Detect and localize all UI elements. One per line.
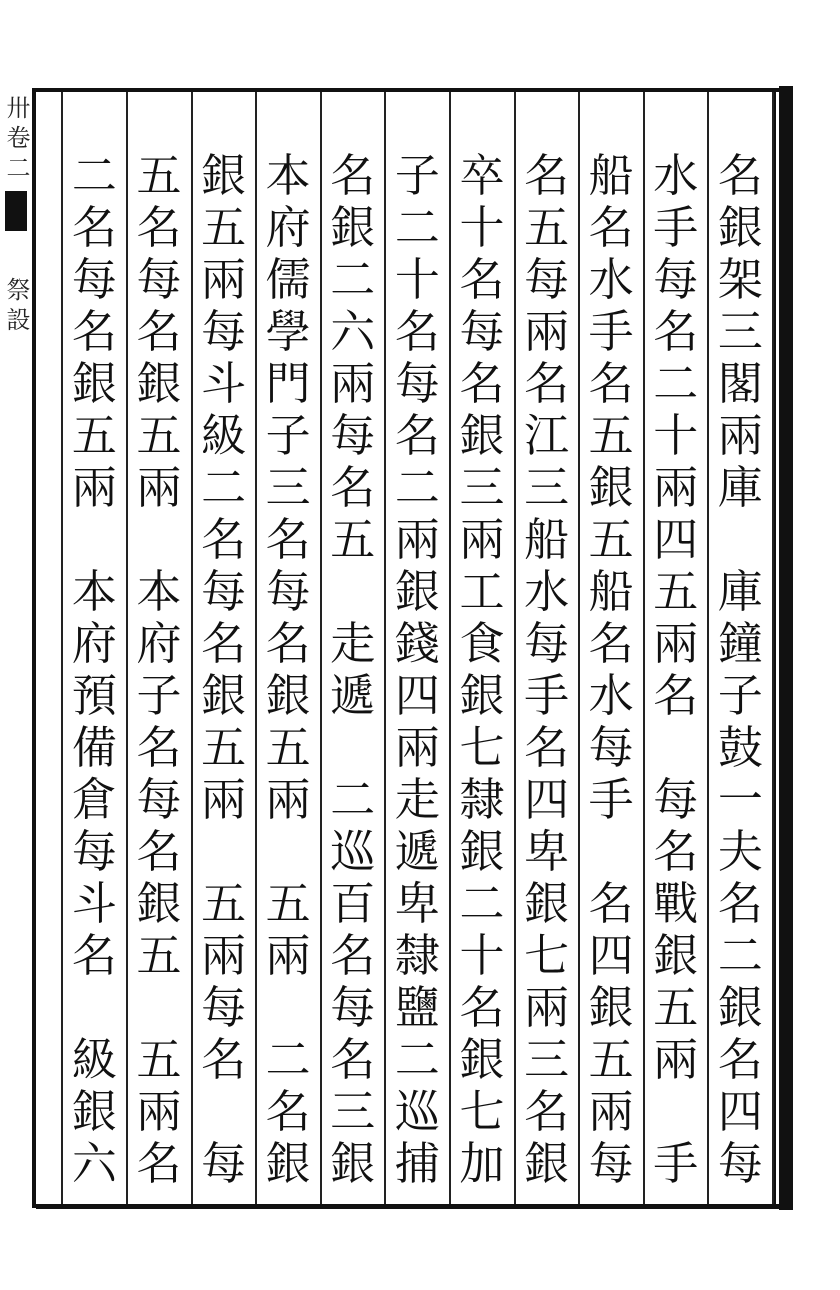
character: 二 [265, 1033, 311, 1086]
character: 銀 [653, 929, 699, 982]
character: 四 [394, 669, 440, 722]
character: 隸 [459, 773, 505, 826]
character: 船 [524, 513, 570, 566]
character: 名 [459, 253, 505, 306]
character: 卑 [524, 825, 570, 878]
text-column [63, 150, 125, 1210]
character: 兩 [588, 1085, 634, 1138]
text-column [322, 150, 384, 1210]
character: 銀 [459, 669, 505, 722]
character: 五 [265, 721, 311, 774]
character: 名 [136, 201, 182, 254]
character: 五 [588, 513, 634, 566]
character: 名 [653, 669, 699, 722]
character: 手 [588, 773, 634, 826]
character: 庫 [717, 461, 763, 514]
character: 名 [71, 201, 117, 254]
character [645, 1086, 707, 1138]
character: 每 [459, 305, 505, 358]
fore-edge-margin [2, 95, 30, 1195]
character: 兩 [524, 981, 570, 1034]
frame-right-border [779, 86, 793, 1210]
character: 五 [330, 513, 376, 566]
character: 二 [330, 253, 376, 306]
character: 每 [265, 565, 311, 618]
character: 名 [265, 513, 311, 566]
character: 名 [459, 357, 505, 410]
character: 每 [201, 981, 247, 1034]
margin-upper-text: 卅卷二 [2, 95, 30, 185]
character: 名 [717, 149, 763, 202]
character: 名 [524, 721, 570, 774]
character: 水 [588, 669, 634, 722]
character: 銀 [71, 1085, 117, 1138]
character: 加 [459, 1137, 505, 1190]
character: 兩 [524, 305, 570, 358]
character: 船 [588, 565, 634, 618]
text-column [451, 150, 513, 1210]
character: 每 [330, 981, 376, 1034]
character: 銀 [717, 201, 763, 254]
character [322, 566, 384, 618]
character: 本 [136, 565, 182, 618]
character: 二 [201, 461, 247, 514]
character: 手 [588, 305, 634, 358]
character: 二 [394, 461, 440, 514]
character: 銀 [524, 877, 570, 930]
character: 水 [588, 253, 634, 306]
character: 每 [653, 253, 699, 306]
character: 子 [136, 669, 182, 722]
character: 學 [265, 305, 311, 358]
character: 二 [717, 929, 763, 982]
character: 二 [71, 149, 117, 202]
character: 銀 [330, 1137, 376, 1190]
character: 遞 [394, 825, 440, 878]
character: 船 [588, 149, 634, 202]
character: 名 [136, 1137, 182, 1190]
character: 捕 [394, 1137, 440, 1190]
character: 兩 [71, 461, 117, 514]
character: 每 [71, 825, 117, 878]
character: 二 [653, 357, 699, 410]
character: 兩 [136, 1085, 182, 1138]
character: 銀 [265, 669, 311, 722]
character: 兩 [201, 253, 247, 306]
character: 名 [524, 149, 570, 202]
character: 名 [524, 1085, 570, 1138]
character: 兩 [653, 1033, 699, 1086]
text-column [193, 150, 255, 1210]
character: 手 [653, 1137, 699, 1190]
character: 六 [330, 305, 376, 358]
character: 水 [653, 149, 699, 202]
character [63, 514, 125, 566]
character: 架 [717, 253, 763, 306]
character [645, 722, 707, 774]
character: 百 [330, 877, 376, 930]
character: 三 [524, 461, 570, 514]
character: 鼓 [717, 721, 763, 774]
text-column [709, 150, 771, 1210]
character [322, 722, 384, 774]
character: 子 [394, 149, 440, 202]
character: 每 [201, 1137, 247, 1190]
character: 銀 [201, 669, 247, 722]
character: 五 [201, 721, 247, 774]
margin-lower-text: 祭設 [2, 277, 30, 337]
character: 每 [653, 773, 699, 826]
character: 名 [330, 461, 376, 514]
character: 四 [717, 1085, 763, 1138]
character: 鹽 [394, 981, 440, 1034]
character: 名 [717, 877, 763, 930]
character [580, 826, 642, 878]
character: 本 [265, 149, 311, 202]
character: 本 [71, 565, 117, 618]
character: 十 [459, 929, 505, 982]
character: 每 [588, 721, 634, 774]
character: 工 [459, 565, 505, 618]
frame-left-border [32, 88, 36, 1208]
character: 每 [136, 773, 182, 826]
character: 兩 [265, 929, 311, 982]
character: 名 [71, 305, 117, 358]
character: 府 [136, 617, 182, 670]
character: 名 [136, 721, 182, 774]
character: 五 [265, 877, 311, 930]
character: 庫 [717, 565, 763, 618]
character: 銀 [394, 565, 440, 618]
character: 五 [588, 1033, 634, 1086]
character: 名 [588, 617, 634, 670]
character: 銀 [265, 1137, 311, 1190]
character: 每 [136, 253, 182, 306]
character: 二 [394, 1033, 440, 1086]
character: 級 [201, 409, 247, 462]
character: 名 [459, 981, 505, 1034]
character: 銀 [71, 357, 117, 410]
character: 每 [588, 1137, 634, 1190]
character: 名 [330, 1033, 376, 1086]
character: 七 [459, 1085, 505, 1138]
character [257, 826, 319, 878]
character [193, 1086, 255, 1138]
character: 名 [394, 305, 440, 358]
character: 兩 [459, 513, 505, 566]
character: 子 [265, 409, 311, 462]
character: 銀 [588, 461, 634, 514]
character: 斗 [71, 877, 117, 930]
character: 十 [459, 201, 505, 254]
character: 銀 [330, 201, 376, 254]
character: 三 [524, 1033, 570, 1086]
character: 名 [588, 201, 634, 254]
character: 名 [588, 357, 634, 410]
character: 手 [524, 669, 570, 722]
character: 兩 [136, 461, 182, 514]
character: 五 [524, 201, 570, 254]
character: 名 [653, 305, 699, 358]
character: 五 [136, 1033, 182, 1086]
character: 名 [265, 1085, 311, 1138]
character: 三 [459, 461, 505, 514]
character: 斗 [201, 357, 247, 410]
column-rule [772, 92, 774, 1204]
character: 食 [459, 617, 505, 670]
character: 五 [136, 929, 182, 982]
character: 銀 [136, 357, 182, 410]
character: 五 [588, 409, 634, 462]
character: 夫 [717, 825, 763, 878]
character: 五 [136, 149, 182, 202]
frame-right-inner-rule [774, 92, 776, 1204]
character: 每 [71, 253, 117, 306]
character: 每 [524, 253, 570, 306]
character: 兩 [394, 721, 440, 774]
character: 四 [653, 513, 699, 566]
character: 手 [653, 201, 699, 254]
character: 二 [330, 773, 376, 826]
character: 每 [394, 357, 440, 410]
character: 四 [588, 929, 634, 982]
character: 銀 [717, 981, 763, 1034]
character: 級 [71, 1033, 117, 1086]
character: 隸 [394, 929, 440, 982]
character: 名 [394, 409, 440, 462]
character: 備 [71, 721, 117, 774]
character: 兩 [201, 929, 247, 982]
character: 兩 [653, 461, 699, 514]
character: 錢 [394, 617, 440, 670]
character: 銀 [459, 409, 505, 462]
character: 七 [459, 721, 505, 774]
character: 兩 [330, 357, 376, 410]
character: 銀 [524, 1137, 570, 1190]
character: 五 [201, 201, 247, 254]
character: 兩 [717, 409, 763, 462]
character: 子 [717, 669, 763, 722]
character: 每 [201, 565, 247, 618]
frame-top-border [36, 88, 790, 92]
character: 卒 [459, 149, 505, 202]
character: 銀 [588, 981, 634, 1034]
character: 十 [653, 409, 699, 462]
character: 二 [459, 877, 505, 930]
character: 名 [201, 617, 247, 670]
character: 每 [524, 617, 570, 670]
character: 兩 [265, 773, 311, 826]
character: 四 [524, 773, 570, 826]
character: 巡 [394, 1085, 440, 1138]
text-column [645, 150, 707, 1210]
character: 三 [330, 1085, 376, 1138]
character: 名 [201, 513, 247, 566]
character: 水 [524, 565, 570, 618]
text-column [128, 150, 190, 1210]
character: 銀 [201, 149, 247, 202]
character: 銀 [459, 825, 505, 878]
character: 名 [136, 825, 182, 878]
character: 走 [394, 773, 440, 826]
character: 名 [265, 617, 311, 670]
character: 名 [653, 825, 699, 878]
character: 二 [394, 201, 440, 254]
character: 六 [71, 1137, 117, 1190]
character: 銀 [136, 877, 182, 930]
character: 走 [330, 617, 376, 670]
character: 五 [136, 409, 182, 462]
character [128, 514, 190, 566]
character [128, 982, 190, 1034]
character [257, 982, 319, 1034]
character: 每 [717, 1137, 763, 1190]
character: 兩 [201, 773, 247, 826]
text-column [580, 150, 642, 1210]
character: 倉 [71, 773, 117, 826]
character: 江 [524, 409, 570, 462]
character: 三 [265, 461, 311, 514]
text-column [386, 150, 448, 1210]
character: 卑 [394, 877, 440, 930]
character [709, 514, 771, 566]
character: 門 [265, 357, 311, 410]
character: 三 [717, 305, 763, 358]
character: 一 [717, 773, 763, 826]
character: 戰 [653, 877, 699, 930]
character: 五 [201, 877, 247, 930]
character: 遞 [330, 669, 376, 722]
character: 巡 [330, 825, 376, 878]
character: 名 [524, 357, 570, 410]
character: 名 [588, 877, 634, 930]
text-column [257, 150, 319, 1210]
character: 十 [394, 253, 440, 306]
character: 名 [717, 1033, 763, 1086]
character: 五 [653, 981, 699, 1034]
character: 五 [653, 565, 699, 618]
margin-black-mark [5, 191, 27, 231]
character: 名 [201, 1033, 247, 1086]
character: 預 [71, 669, 117, 722]
character: 儒 [265, 253, 311, 306]
character: 閣 [717, 357, 763, 410]
character [63, 982, 125, 1034]
character: 每 [330, 409, 376, 462]
character: 七 [524, 929, 570, 982]
character: 名 [330, 149, 376, 202]
text-column [516, 150, 578, 1210]
character: 名 [136, 305, 182, 358]
character: 名 [330, 929, 376, 982]
character: 兩 [394, 513, 440, 566]
character: 名 [71, 929, 117, 982]
character: 兩 [653, 617, 699, 670]
character: 府 [265, 201, 311, 254]
character: 銀 [459, 1033, 505, 1086]
character: 鐘 [717, 617, 763, 670]
character: 府 [71, 617, 117, 670]
character: 五 [71, 409, 117, 462]
character [193, 826, 255, 878]
character: 每 [201, 305, 247, 358]
